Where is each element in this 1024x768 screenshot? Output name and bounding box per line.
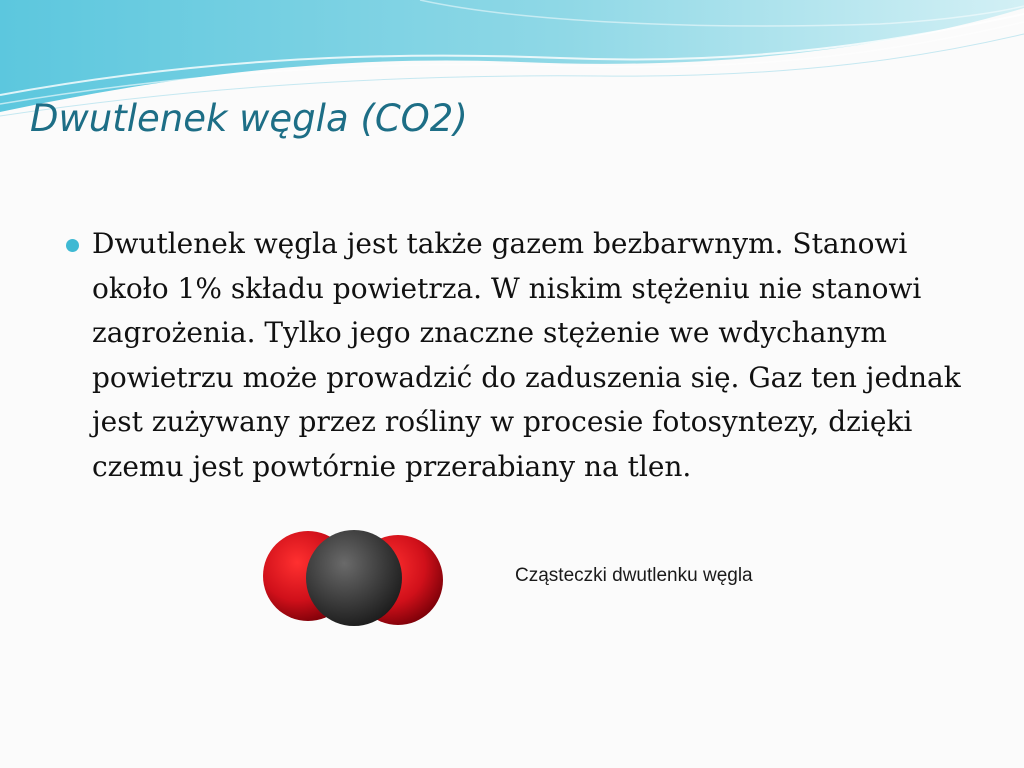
slide-title: Dwutlenek węgla (CO2) [30,97,468,140]
carbon-atom [306,530,402,626]
bullet-list [58,222,978,489]
bullet-item [58,222,978,489]
image-caption: Cząsteczki dwutlenku węgla [515,565,753,586]
bullet-text: Dwutlenek węgla jest także gazem bezbarwnym. Stanowi około 1% składu powietrza. W niskim stężeniu nie stanowi zagrożenia. Tylko jego znaczne stężenie we wdychanym powietrzu może prowadzić do zaduszenia się. Gaz ten jednak jest zużywany przez rośliny w procesie fotosyntezy, dzięki czemu jest powtórnie przerabiany na tlen. [92,227,961,483]
co2-molecule-image [258,518,450,643]
bullet-dot-icon [66,239,79,252]
